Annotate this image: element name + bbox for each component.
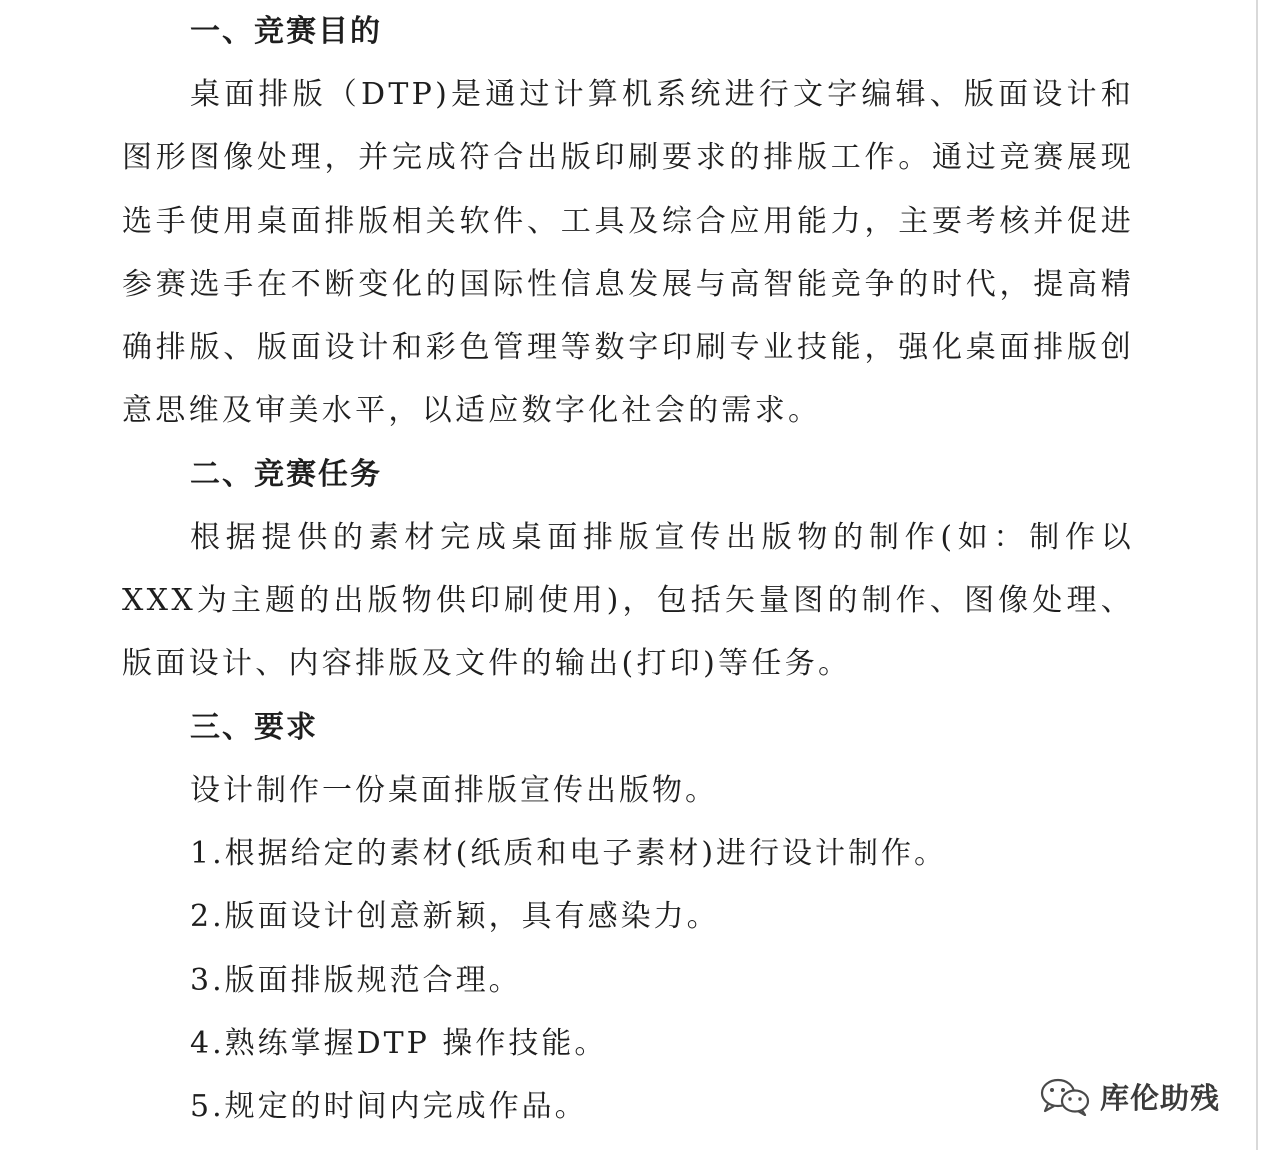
watermark — [1038, 1076, 1220, 1116]
document-body — [122, 0, 1134, 1138]
requirement-item: 2.版面设计创意新颖，具有感染力。 — [190, 899, 720, 935]
section-paragraph-task: 根据提供的素材完成桌面排版宣传出版物的制作(如：制作以XXX为主题的出版物供印刷使用)，包括矢量图的制作、图像处理、版面设计、内容排版及文件的输出(打印)等任务。 — [122, 519, 1134, 682]
requirements-intro: 设计制作一份桌面排版宣传出版物。 — [190, 772, 718, 808]
section-heading-purpose: 一、竞赛目的 — [190, 14, 382, 49]
watermark-text: 库伦助残 — [1100, 1080, 1221, 1115]
requirement-item: 1.根据给定的素材(纸质和电子素材)进行设计制作。 — [190, 835, 948, 871]
requirement-item: 4.熟练掌握DTP 操作技能。 — [190, 1025, 608, 1061]
wechat-icon — [1038, 1076, 1092, 1116]
requirement-item: 3.版面排版规范合理。 — [190, 962, 522, 998]
page-edge-divider — [1256, 0, 1258, 1150]
section-heading-task: 二、竞赛任务 — [190, 456, 382, 492]
requirement-item: 5.规定的时间内完成作品。 — [190, 1089, 588, 1125]
section-heading-requirements: 三、要求 — [190, 709, 318, 745]
section-paragraph-purpose: 桌面排版（DTP)是通过计算机系统进行文字编辑、版面设计和图形图像处理，并完成符合出版印刷要求的排版工作。通过竞赛展现选手使用桌面排版相关软件、工具及综合应用能力，主要考核并促进参赛选手在不断变化的国际性信息发展与高智能竞争的时代，提高精确排版、版面设计和彩色管理等数字印刷专业技能，强化桌面排版创意思维及审美水平，以适应数字化社会的需求。 — [122, 77, 1134, 429]
